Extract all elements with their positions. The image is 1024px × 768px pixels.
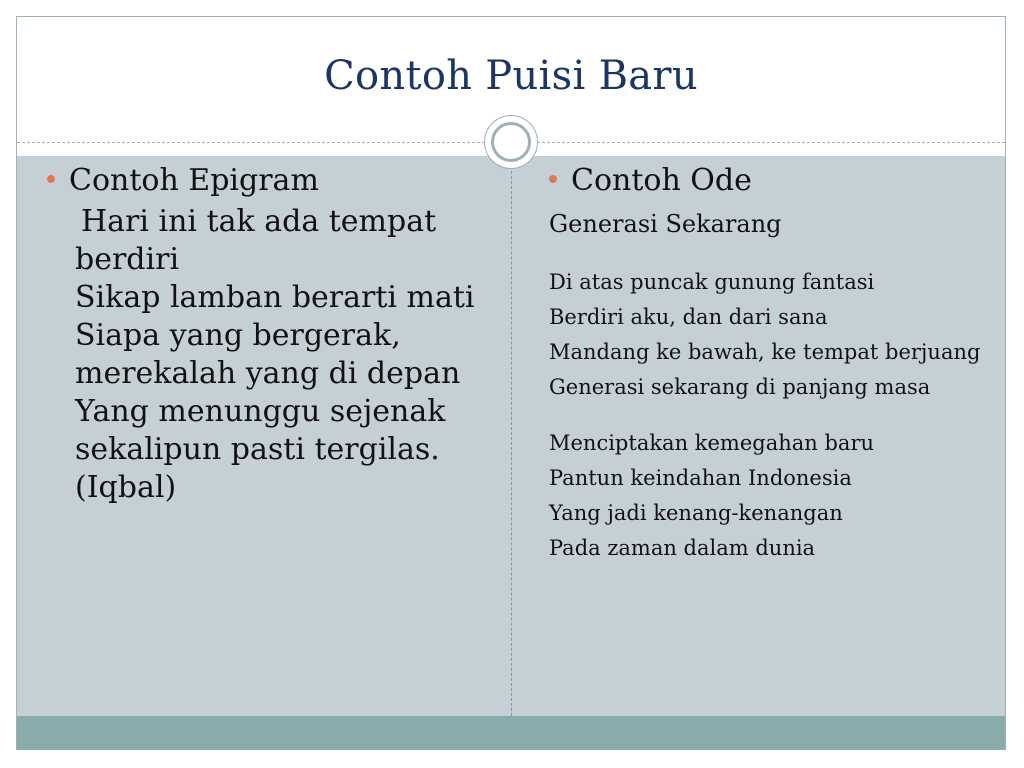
right-column	[549, 161, 989, 570]
slide	[16, 16, 1006, 750]
poem-line: Pada zaman dalam dunia	[549, 536, 816, 560]
circle-ornament-icon	[484, 115, 538, 169]
poem-line: Di atas puncak gunung fantasi	[549, 270, 875, 294]
poem-line: Sikap lamban berarti mati	[75, 280, 475, 315]
ode-stanza-1	[549, 269, 989, 400]
bullet-icon	[549, 175, 557, 183]
bullet-icon	[47, 175, 55, 183]
poem-line: Generasi sekarang di panjang masa	[549, 375, 931, 399]
poem-line: Hari ini tak ada tempat berdiri	[75, 204, 437, 277]
footer-band	[17, 716, 1005, 750]
left-heading: Contoh Epigram	[69, 163, 319, 198]
epigram-poem	[75, 203, 487, 507]
right-heading-row	[549, 161, 989, 201]
left-heading-row	[47, 161, 487, 201]
poem-line: Yang jadi kenang-kenangan	[549, 501, 843, 525]
slide-title: Contoh Puisi Baru	[324, 53, 698, 99]
right-heading: Contoh Ode	[571, 163, 752, 198]
ode-subtitle: Generasi Sekarang	[549, 210, 782, 238]
ode-stanza-2	[549, 430, 989, 561]
column-divider	[511, 156, 512, 716]
left-column	[47, 161, 487, 507]
poem-line: Menciptakan kemegahan baru	[549, 431, 875, 455]
poem-line: Yang menunggu sejenak sekalipun pasti tergilas.(Iqbal)	[75, 394, 446, 505]
poem-line: Mandang ke bawah, ke tempat berjuang	[549, 340, 981, 364]
poem-line: Berdiri aku, dan dari sana	[549, 305, 828, 329]
poem-line: Siapa yang bergerak, merekalah yang di depan	[75, 318, 461, 391]
circle-ornament-inner	[491, 122, 531, 162]
poem-line: Pantun keindahan Indonesia	[549, 466, 852, 490]
